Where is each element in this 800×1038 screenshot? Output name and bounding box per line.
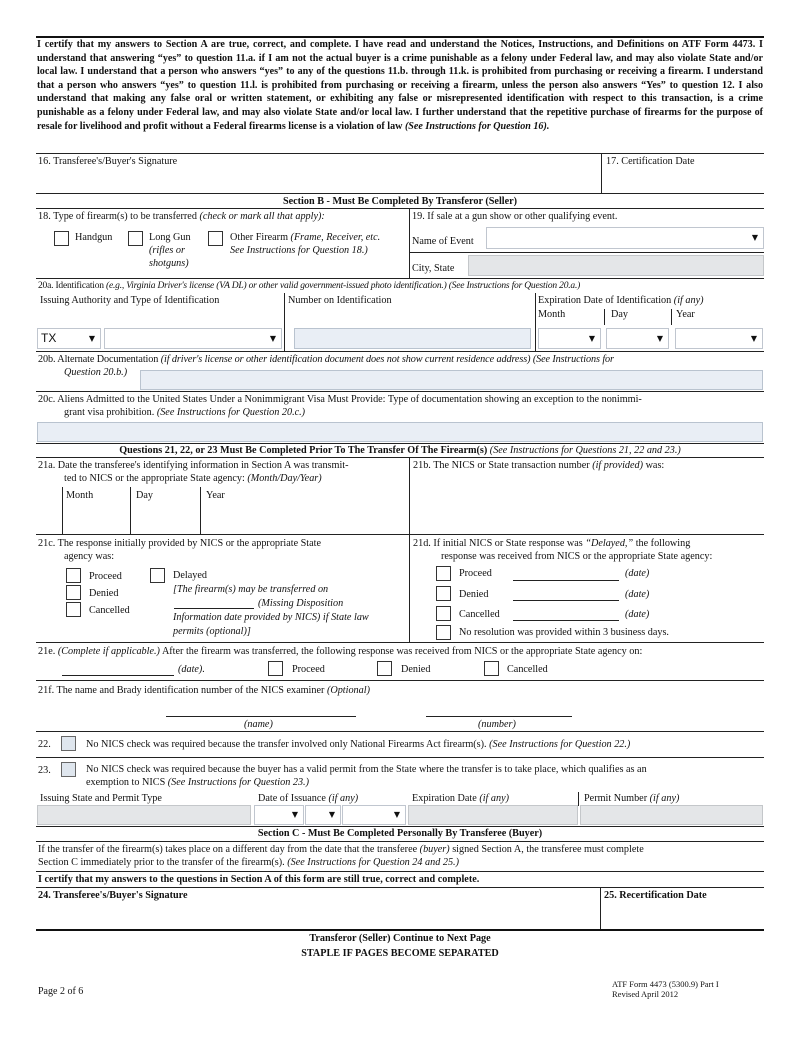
exp-day-label: Day [611,309,628,320]
q21e-denied-label: Denied [401,664,431,675]
id-expiration-label: Expiration Date of Identification (if any) [538,295,704,306]
examiner-name-label: (name) [244,719,273,730]
q20c-label-2: grant visa prohibition. (See Instructions for Question 20.c.) [64,407,306,418]
q21d-label-2: response was received from NICS or the appropriate State agency: [441,551,713,562]
q21c-delayed-date-line [174,608,254,609]
long-gun-note-2: shotguns) [149,258,189,269]
city-state-field[interactable] [468,255,764,276]
handgun-label: Handgun [75,232,113,243]
q21d-cancelled-date: (date) [625,609,650,620]
permit-expiration-label: Expiration Date (if any) [412,793,510,804]
section-c-header: Section C - Must Be Completed Personally By Transferee (Buyer) [257,828,543,839]
permit-issuing-field[interactable] [37,805,251,825]
examiner-number-label: (number) [478,719,516,730]
permit-issuance-label: Date of Issuance (if any) [258,793,359,804]
q21a-label-2: ted to NICS or the appropriate State agency: (Month/Day/Year) [64,473,322,484]
form-number: ATF Form 4473 (5300.9) Part I [612,979,719,989]
q18-label: 18. Type of firearm(s) to be transferred (check or mark all that apply): [38,211,325,222]
q21d-denied-checkbox[interactable] [436,586,451,601]
permit-issuance-month-select[interactable]: ▼ [254,805,304,825]
q21e-proceed-checkbox[interactable] [268,661,283,676]
q21e-proceed-label: Proceed [292,664,325,675]
q21d-proceed-label: Proceed [459,568,492,579]
permit-number-label: Permit Number (if any) [584,793,680,804]
event-name-label: Name of Event [412,236,474,247]
buyer-signature-label: 16. Transferee's/Buyer's Signature [38,156,178,167]
q21c-delayed-note-2: (Missing Disposition [258,598,344,609]
q21d-proceed-checkbox[interactable] [436,566,451,581]
q22-text: No NICS check was required because the transfer involved only National Firearms Act firearm(s). (See Instructions for Question 22.) [86,739,631,750]
q21c-delayed-note-4: permits (optional)] [173,626,251,637]
q22-number: 22. [38,739,51,750]
city-state-label: City, State [412,263,455,274]
q21c-cancelled-label: Cancelled [89,605,130,616]
q21c-delayed-checkbox[interactable] [150,568,165,583]
examiner-number-line [426,716,572,717]
q21c-proceed-checkbox[interactable] [66,568,81,583]
q21d-cancelled-checkbox[interactable] [436,606,451,621]
certification-text: I certify that my answers to Section A are true, correct, and complete. I have read and understand the Notices, Instructions, and Definitions on ATF Form 4473. I understand that answering “yes” to question 11.a. if I am not the actual buyer is a crime punishable as a felony under Federal law, and may also violate State and/or local law. I understand that a person who answers “yes” to any of the questions 11.b. through 11.k. is prohibited from purchasing or receiving a firearm. I understand that a person who answers “yes” to question 11.l. is prohibited from purchasing or receiving a firearm, unless the person also answers “Yes” to question 12. I also understand that making any false oral or written statement, or exhibiting any false or misrepresented identification with respect to this transaction, is a crime punishable as a felony under Federal law, and may also violate State and/or local law. I further understand that the repetitive purchase of firearms for the purpose of resale for livelihood and profit without a Federal firearms license is a violation of law (See Instructions for Question 16). [37,39,763,132]
handgun-checkbox[interactable] [54,231,69,246]
other-firearm-checkbox[interactable] [208,231,223,246]
exp-year-label: Year [676,309,695,320]
permit-issuance-year-select[interactable]: ▼ [342,805,406,825]
q21c-cancelled-checkbox[interactable] [66,602,81,617]
recertification-statement: I certify that my answers to the questions in Section A of this form are still true, correct and complete. [38,874,480,885]
exp-day-select[interactable]: ▼ [606,328,669,349]
buyer-signature-2-label: 24. Transferee's/Buyer's Signature [38,890,188,901]
other-firearm-note: See Instructions for Question 18.) [230,245,368,256]
certification-date-label: 17. Certification Date [606,156,695,167]
examiner-name-line [166,716,356,717]
q21d-denied-date: (date) [625,589,650,600]
form-revision: Revised April 2012 [612,989,679,999]
q21e-cancelled-checkbox[interactable] [484,661,499,676]
q21a-label: 21a. Date the transferee's identifying information in Section A was transmit- [38,460,349,471]
q21c-label: 21c. The response initially provided by NICS or the appropriate State [38,538,322,549]
id-number-label: Number on Identification [288,295,392,306]
q21-header: Questions 21, 22, or 23 Must Be Completed Prior To The Transfer Of The Firearm(s) (See Instructions for Questions 21, 22 and 23.) [119,445,681,456]
q21d-cancelled-label: Cancelled [459,609,500,620]
q21d-no-resolution-checkbox[interactable] [436,625,451,640]
section-c-text-2: Section C immediately prior to the transfer of the firearm(s). (See Instructions for Question 24 and 25.) [38,857,459,868]
q21d-proceed-date-line [513,580,619,581]
nonimmigrant-docs-field[interactable] [37,422,763,442]
q21c-delayed-label: Delayed [173,570,207,581]
q21a-month-label: Month [66,490,94,501]
id-type-select[interactable]: ▼ [104,328,282,349]
q23-text-2: exemption to NICS (See Instructions for Question 23.) [86,777,309,788]
event-name-select[interactable]: ▼ [486,227,764,249]
permit-number-field[interactable] [580,805,763,825]
staple-note: STAPLE IF PAGES BECOME SEPARATED [301,948,499,959]
q21d-denied-date-line [513,600,619,601]
continue-note: Transferor (Seller) Continue to Next Page [309,933,491,944]
q23-checkbox[interactable] [61,762,76,777]
q21e-date-line [62,675,174,676]
q21b-label: 21b. The NICS or State transaction number (if provided) was: [413,460,665,471]
issuing-state-value: TX [41,331,57,345]
q21c-delayed-note-1: [The firearm(s) may be transferred on [173,584,329,595]
q21d-cancelled-date-line [513,620,619,621]
long-gun-label: Long Gun [149,232,191,243]
q21e-date-label: (date). [178,664,205,675]
q20b-label: 20b. Alternate Documentation (if driver's license or other identification document does not show current residence address) (See Instructions for [38,354,614,365]
recertification-date-label: 25. Recertification Date [604,890,707,901]
section-c-text: If the transfer of the firearm(s) takes place on a different day from the date that the transferee (buyer) signed Section A, the transferee must complete [38,844,644,855]
q23-number: 23. [38,765,51,776]
q23-text: No NICS check was required because the buyer has a valid permit from the State where the transfer is to take place, which qualifies as an [86,764,647,775]
q21c-delayed-note-3: Information date provided by NICS) if State law [173,612,369,623]
q21e-denied-checkbox[interactable] [377,661,392,676]
issuing-state-select[interactable]: TX ▼ [37,328,101,349]
q21c-proceed-label: Proceed [89,571,122,582]
q21f-label: 21f. The name and Brady identification number of the NICS examiner (Optional) [38,685,370,696]
issuing-authority-label: Issuing Authority and Type of Identification [40,295,220,306]
q21d-label: 21d. If initial NICS or State response was “Delayed,” the following [413,538,691,549]
long-gun-checkbox[interactable] [128,231,143,246]
permit-expiration-field[interactable] [408,805,578,825]
q20b-hint-2: Question 20.b.) [64,367,128,378]
page-number: Page 2 of 6 [38,986,84,997]
q21c-denied-label: Denied [89,588,119,599]
q21d-denied-label: Denied [459,589,489,600]
exp-month-label: Month [538,309,566,320]
q21e-cancelled-label: Cancelled [507,664,548,675]
exp-month-select[interactable]: ▼ [538,328,601,349]
q20a-label: 20a. Identification (e.g., Virginia Driver's license (VA DL) or other valid government-issued photo identification.) (See Instructions for Question 20.a.) [38,281,581,291]
q20c-label: 20c. Aliens Admitted to the United States Under a Nonimmigrant Visa Must Provide: Type of documentation showing an exception to the nonimmi- [38,394,642,405]
q21c-label-2: agency was: [64,551,115,562]
q21e-label: 21e. (Complete if applicable.) After the firearm was transferred, the following response was received from NICS or the appropriate State agency on: [38,646,643,657]
permit-issuing-label: Issuing State and Permit Type [40,793,162,804]
alternate-documentation-field[interactable] [140,370,763,390]
exp-year-select[interactable]: ▼ [675,328,763,349]
q22-checkbox[interactable] [61,736,76,751]
q21d-proceed-date: (date) [625,568,650,579]
q21a-day-label: Day [136,490,153,501]
q19-label: 19. If sale at a gun show or other qualifying event. [412,211,618,222]
q21c-denied-checkbox[interactable] [66,585,81,600]
other-firearm-label: Other Firearm (Frame, Receiver, etc. [230,232,381,243]
permit-issuance-day-select[interactable]: ▼ [305,805,341,825]
section-b-header: Section B - Must Be Completed By Transferor (Seller) [282,196,518,207]
id-number-field[interactable] [294,328,531,349]
q21a-year-label: Year [206,490,225,501]
long-gun-note: (rifles or [149,245,185,256]
q21d-no-resolution-label: No resolution was provided within 3 business days. [459,627,669,638]
